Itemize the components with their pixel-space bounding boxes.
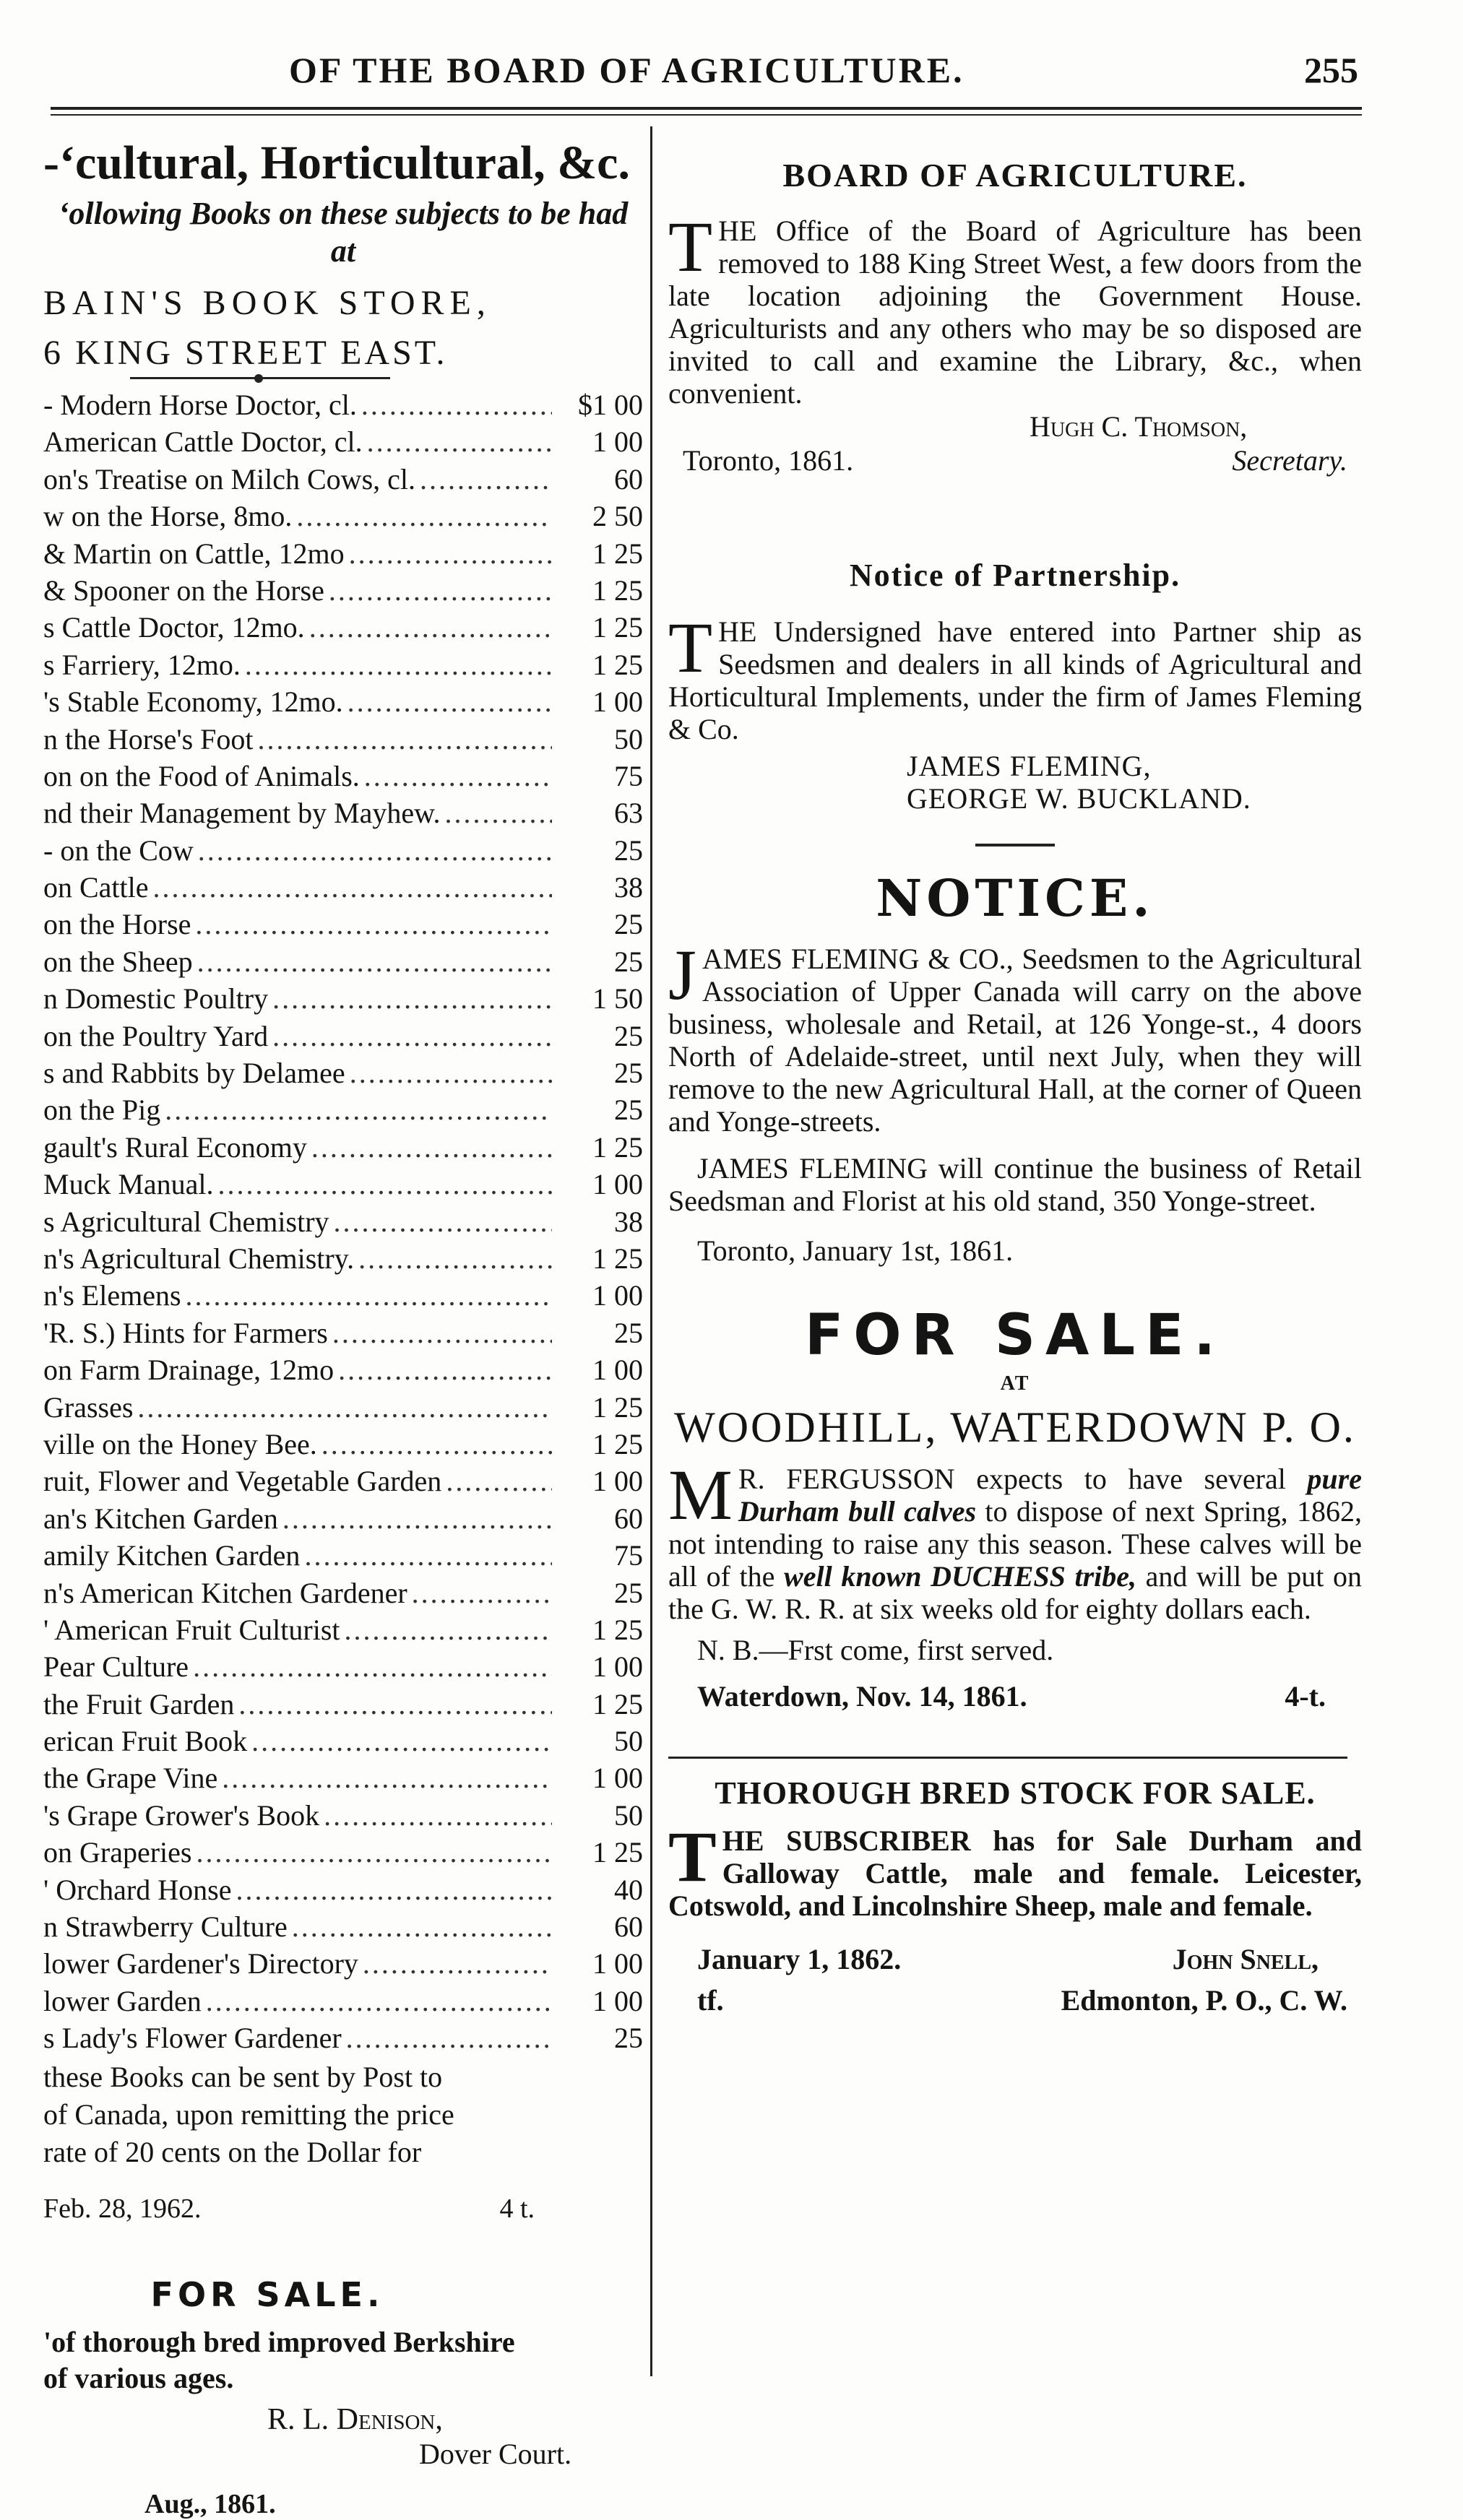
thoroughbred-text: HE SUBSCRIBER has for Sale Durham and Galloway Cattle, male and female. Leicester, Cotswold, and Lincolnshire Sheep, male and female. xyxy=(668,1824,1362,1922)
leader-dots xyxy=(334,1205,552,1239)
forsale-text-a: R. FERGUSSON expects to have several xyxy=(738,1463,1308,1495)
board-text: HE Office of the Board of Agriculture has been removed to 188 King Street West, a few doors from the late location adjoining the Government House. Agriculturists and any others who may be so disposed are invited to call and examine the Library, &c., when convenient. xyxy=(668,215,1362,410)
book-price: 1 00 xyxy=(592,1762,643,1795)
book-row xyxy=(43,1427,643,1464)
thoroughbred-date: January 1, 1862. xyxy=(697,1943,902,1975)
book-title: an's Kitchen Garden xyxy=(43,1502,278,1535)
thoroughbred-suffix: tf. xyxy=(697,1984,724,2017)
thoroughbred-dropcap: T xyxy=(668,1817,717,1897)
running-head-title: OF THE BOARD OF AGRICULTURE. xyxy=(289,50,964,90)
book-ad-date-suffix: 4 t. xyxy=(499,2193,535,2224)
notice-text: AMES FLEMING & CO., Seedsmen to the Agricultural Association of Upper Canada will carry on the above business, wholesale and Retail, at 126 Yonge-st., 4 doors North of Adelaide-street, until next July, when they will remove to the new Agricultural Hall, at the corner of Queen and Yonge-streets. xyxy=(668,943,1362,1138)
book-row xyxy=(43,1910,643,1947)
book-row xyxy=(43,425,643,462)
leader-dots xyxy=(412,1576,552,1610)
book-row xyxy=(43,796,643,833)
book-price: 2 50 xyxy=(592,500,643,533)
book-row xyxy=(43,1650,643,1687)
book-title: - Modern Horse Doctor, cl. xyxy=(43,389,357,421)
forsale-text-b: pure Durham bull calves xyxy=(738,1463,1362,1528)
book-title: & Martin on Cattle, 12mo xyxy=(43,537,345,570)
leader-dots xyxy=(272,1019,552,1053)
forsale-at: AT xyxy=(1000,1372,1030,1395)
book-row xyxy=(43,1873,643,1910)
store-address: 6 KING STREET EAST. xyxy=(43,334,448,372)
book-title: ' Orchard Honse xyxy=(43,1873,232,1906)
thoroughbred-place: Edmonton, P. O., C. W. xyxy=(1061,1984,1347,2017)
book-row xyxy=(43,1947,643,1983)
board-role: Secretary. xyxy=(1232,444,1347,477)
book-title: ville on the Honey Bee. xyxy=(43,1427,317,1460)
partnership-text: HE Undersigned have entered into Partner ship as Seedsmen and dealers in all kinds of Agricultural and Horticultural Implements, under the firm of James Fleming & Co. xyxy=(668,615,1362,745)
leader-dots xyxy=(292,1910,552,1944)
book-title: - on the Cow xyxy=(43,833,194,867)
book-title: on the Horse xyxy=(43,908,191,941)
book-title: on the Pig xyxy=(43,1094,161,1127)
book-row xyxy=(43,648,643,685)
book-row xyxy=(43,388,643,425)
book-row xyxy=(43,1613,643,1650)
book-price: 1 25 xyxy=(592,1613,643,1646)
board-place-row xyxy=(668,443,1362,477)
leader-dots xyxy=(338,1353,552,1387)
book-title: the Fruit Garden xyxy=(43,1687,235,1720)
book-row xyxy=(43,1205,643,1242)
book-row xyxy=(43,2021,643,2058)
book-ad-subheading: ‘ollowing Books on these subjects to be had at xyxy=(58,196,629,269)
note-line: rate of 20 cents on the Dollar for xyxy=(43,2135,422,2168)
leader-dots xyxy=(222,1761,552,1795)
book-row xyxy=(43,1576,643,1613)
book-price: 50 xyxy=(614,722,643,755)
forsale-date: Waterdown, Nov. 14, 1861. xyxy=(697,1680,1027,1713)
notice-body-2: JAMES FLEMING will continue the business of Retail Seedsman and Florist at his old stand, 350 Yonge-street. xyxy=(668,1152,1362,1217)
book-title: nd their Management by Mayhew. xyxy=(43,797,441,830)
book-title: s Cattle Doctor, 12mo. xyxy=(43,611,305,644)
forsale-nb: N. B.—Frst come, first served. xyxy=(697,1634,1054,1666)
leader-dots xyxy=(358,1242,552,1276)
book-row xyxy=(43,573,643,610)
book-row xyxy=(43,685,643,722)
book-title: erican Fruit Book xyxy=(43,1725,248,1758)
leader-dots xyxy=(218,1167,552,1201)
book-title: s Lady's Flower Gardener xyxy=(43,2022,342,2055)
book-price: 75 xyxy=(614,1539,643,1572)
book-price: 25 xyxy=(614,945,643,978)
book-row xyxy=(43,945,643,982)
book-list xyxy=(43,388,643,2058)
book-row xyxy=(43,1538,643,1575)
book-title: on the Poultry Yard xyxy=(43,1019,269,1052)
header-rule-thin xyxy=(51,114,1362,116)
book-row xyxy=(43,462,643,499)
leader-dots xyxy=(350,1056,552,1090)
leader-dots xyxy=(238,1687,552,1721)
book-row xyxy=(43,1130,643,1167)
book-row xyxy=(43,1724,643,1761)
book-row xyxy=(43,870,643,907)
berkshire-line: of various ages. xyxy=(43,2361,234,2394)
berkshire-forsale-heading: FOR SALE. xyxy=(150,2274,384,2314)
partnership-body xyxy=(668,607,1362,745)
forsale-suffix: 4-t. xyxy=(1285,1680,1326,1713)
forsale-dropcap: M xyxy=(668,1455,733,1535)
leader-dots xyxy=(348,685,552,719)
book-price: 25 xyxy=(614,1576,643,1609)
book-row xyxy=(43,1278,643,1315)
book-title: n Domestic Poultry xyxy=(43,982,269,1016)
notice-date: Toronto, January 1st, 1861. xyxy=(697,1234,1014,1267)
book-title: on Graperies xyxy=(43,1836,192,1869)
book-price: 40 xyxy=(614,1873,643,1906)
leader-dots xyxy=(324,1798,552,1832)
leader-dots xyxy=(245,648,552,682)
book-title: amily Kitchen Garden xyxy=(43,1539,301,1572)
board-heading: BOARD OF AGRICULTURE. xyxy=(782,157,1248,194)
book-price: 1 00 xyxy=(592,1279,643,1312)
notice-heading: NOTICE. xyxy=(876,868,1155,928)
board-dropcap: T xyxy=(668,207,713,287)
section-separator-rule xyxy=(668,1757,1347,1759)
section-separator xyxy=(975,844,1055,847)
book-price: 1 00 xyxy=(592,1947,643,1980)
leader-dots xyxy=(321,1427,552,1461)
book-title: lower Gardener's Directory xyxy=(43,1947,358,1980)
board-place: Toronto, 1861. xyxy=(683,444,854,477)
book-ad-heading: -‘cultural, Horticultural, &c. xyxy=(43,137,630,189)
book-title: on's Treatise on Milch Cows, cl. xyxy=(43,462,415,495)
leader-dots xyxy=(236,1873,552,1907)
leader-dots xyxy=(332,1316,552,1350)
leader-dots xyxy=(420,462,552,496)
berkshire-place: Dover Court. xyxy=(419,2437,572,2470)
leader-dots xyxy=(137,1390,552,1424)
leader-dots xyxy=(186,1278,552,1312)
book-title: 'R. S.) Hints for Farmers xyxy=(43,1316,328,1349)
book-title: s Farriery, 12mo. xyxy=(43,648,241,681)
leader-dots xyxy=(193,1650,552,1684)
book-title: American Cattle Doctor, cl. xyxy=(43,425,363,459)
leader-dots xyxy=(251,1724,552,1758)
book-price: 1 25 xyxy=(592,1390,643,1424)
leader-dots xyxy=(444,796,552,830)
leader-dots xyxy=(363,1947,552,1980)
book-title: on Cattle xyxy=(43,871,149,904)
board-body xyxy=(668,207,1362,410)
book-price: 60 xyxy=(614,1910,643,1944)
book-price: 1 00 xyxy=(592,685,643,719)
book-title: on the Sheep xyxy=(43,945,193,978)
book-price: 1 25 xyxy=(592,648,643,681)
book-title: 's Grape Grower's Book xyxy=(43,1798,320,1832)
book-price: 60 xyxy=(614,1502,643,1535)
book-title: lower Garden xyxy=(43,1984,202,2017)
book-price: 1 00 xyxy=(592,1984,643,2017)
book-price: 25 xyxy=(614,908,643,941)
note-line: of Canada, upon remitting the price xyxy=(43,2097,454,2131)
leader-dots xyxy=(346,2021,552,2055)
book-row xyxy=(43,1019,643,1056)
book-title: ruit, Flower and Vegetable Garden xyxy=(43,1465,442,1498)
leader-dots xyxy=(345,1613,552,1647)
leader-dots xyxy=(206,1984,552,2018)
partnership-name-1: JAMES FLEMING, xyxy=(907,750,1152,782)
book-row xyxy=(43,1316,643,1353)
book-price: 25 xyxy=(614,833,643,867)
book-title: Muck Manual. xyxy=(43,1168,214,1201)
book-row xyxy=(43,1502,643,1538)
leader-dots xyxy=(364,759,552,793)
book-price: 1 00 xyxy=(592,425,643,459)
book-price: 1 00 xyxy=(592,1168,643,1201)
book-row xyxy=(43,722,643,759)
book-price: 1 25 xyxy=(592,537,643,570)
leader-dots xyxy=(282,1502,552,1536)
book-price: 25 xyxy=(614,1019,643,1052)
book-price: 25 xyxy=(614,1316,643,1349)
forsale-date-row xyxy=(668,1679,1362,1713)
forsale-heading: FOR SALE. xyxy=(805,1303,1225,1368)
book-row xyxy=(43,982,643,1018)
leader-dots xyxy=(196,1835,552,1869)
book-title: 's Stable Economy, 12mo. xyxy=(43,685,343,719)
thoroughbred-signer: John Snell, xyxy=(1172,1943,1319,1975)
partnership-heading: Notice of Partnership. xyxy=(849,558,1181,593)
leader-dots xyxy=(197,945,552,979)
berkshire-date: Aug., 1861. xyxy=(144,2488,276,2519)
book-price: 1 25 xyxy=(592,1687,643,1720)
leader-dots xyxy=(198,833,552,867)
forsale-text-c: to dispose of next Spring, 1862, not intending to raise any this season. These calves will be all of the xyxy=(668,1495,1362,1593)
leader-dots xyxy=(272,982,552,1016)
forsale-text-d: well known DUCHESS tribe, xyxy=(784,1560,1137,1593)
book-title: Grasses xyxy=(43,1390,134,1424)
book-title: w on the Horse, 8mo. xyxy=(43,500,293,533)
book-price: 25 xyxy=(614,1094,643,1127)
book-title: n's Elemens xyxy=(43,1279,181,1312)
running-head xyxy=(101,43,1373,108)
book-price: 1 00 xyxy=(592,1465,643,1498)
book-row xyxy=(43,833,643,870)
book-price: 1 25 xyxy=(592,611,643,644)
page-number: 255 xyxy=(1304,50,1358,90)
leader-dots xyxy=(296,499,552,533)
book-price: 1 25 xyxy=(592,1130,643,1164)
leader-dots xyxy=(309,610,552,644)
leader-dots xyxy=(165,1093,552,1127)
book-price: 25 xyxy=(614,1057,643,1090)
book-row xyxy=(43,1093,643,1130)
book-row xyxy=(43,1761,643,1798)
book-title: the Grape Vine xyxy=(43,1762,218,1795)
book-row xyxy=(43,1687,643,1724)
board-signer-row xyxy=(668,410,1362,443)
thoroughbred-heading: THOROUGH BRED STOCK FOR SALE. xyxy=(715,1775,1316,1811)
right-column xyxy=(668,130,1362,2383)
book-title: ' American Fruit Culturist xyxy=(43,1613,340,1646)
notice-body xyxy=(668,935,1362,1138)
note-line: these Books can be sent by Post to xyxy=(43,2060,443,2093)
book-price: 63 xyxy=(614,797,643,830)
leader-dots xyxy=(311,1130,552,1164)
leader-dots xyxy=(153,870,552,904)
book-title: n the Horse's Foot xyxy=(43,722,254,755)
book-title: on on the Food of Animals. xyxy=(43,759,360,792)
book-row xyxy=(43,610,643,647)
book-row xyxy=(43,759,643,796)
header-rule xyxy=(51,107,1362,110)
book-row xyxy=(43,537,643,573)
store-name: BAIN'S BOOK STORE, xyxy=(43,284,491,322)
book-price: 1 25 xyxy=(592,1242,643,1275)
thoroughbred-date-row xyxy=(668,1942,1362,1976)
book-price: 1 25 xyxy=(592,573,643,607)
book-price: 38 xyxy=(614,871,643,904)
book-row xyxy=(43,1056,643,1093)
forsale-text-e: and will be put on the G. W. R. R. at six weeks old for eighty dollars each. xyxy=(668,1560,1362,1625)
forsale-body xyxy=(668,1455,1362,1625)
book-price: 25 xyxy=(614,2022,643,2055)
book-ad-note xyxy=(43,2058,643,2171)
book-title: s and Rabbits by Delamee xyxy=(43,1057,345,1090)
book-price: 1 25 xyxy=(592,1427,643,1460)
book-title: & Spooner on the Horse xyxy=(43,573,324,607)
book-row xyxy=(43,1835,643,1872)
berkshire-text xyxy=(43,2324,643,2396)
book-title: Pear Culture xyxy=(43,1650,189,1684)
berkshire-signer: R. L. Denison, xyxy=(267,2402,443,2436)
book-price: $1 00 xyxy=(578,389,643,421)
leader-dots xyxy=(329,573,552,607)
book-row xyxy=(43,1798,643,1835)
leader-dots xyxy=(361,388,552,422)
leader-dots xyxy=(304,1538,552,1572)
book-price: 60 xyxy=(614,462,643,495)
board-signer: Hugh C. Thomson, xyxy=(1030,410,1248,443)
book-row xyxy=(43,1167,643,1204)
book-price: 1 00 xyxy=(592,1650,643,1684)
ornament-rule xyxy=(130,377,390,384)
book-title: n's American Kitchen Gardener xyxy=(43,1576,407,1609)
book-ad-date: Feb. 28, 1962. xyxy=(43,2193,202,2224)
book-title: n's Agricultural Chemistry. xyxy=(43,1242,355,1275)
left-column xyxy=(43,130,643,2519)
book-price: 1 00 xyxy=(592,1354,643,1387)
book-price: 75 xyxy=(614,759,643,792)
book-price: 50 xyxy=(614,1725,643,1758)
leader-dots xyxy=(195,907,552,941)
leader-dots xyxy=(349,537,552,571)
book-row xyxy=(43,1464,643,1501)
leader-dots xyxy=(258,722,552,756)
book-price: 50 xyxy=(614,1798,643,1832)
notice-dropcap: J xyxy=(668,935,696,1015)
partnership-dropcap: T xyxy=(668,607,713,688)
book-row xyxy=(43,1390,643,1427)
book-row xyxy=(43,1353,643,1390)
berkshire-line: 'of thorough bred improved Berkshire xyxy=(43,2325,515,2358)
book-title: s Agricultural Chemistry xyxy=(43,1205,329,1238)
book-price: 38 xyxy=(614,1205,643,1238)
leader-dots xyxy=(367,425,552,459)
forsale-place: WOODHILL, WATERDOWN P. O. xyxy=(674,1403,1356,1451)
book-row xyxy=(43,1242,643,1278)
thoroughbred-place-row xyxy=(668,1983,1362,2017)
leader-dots xyxy=(446,1464,552,1498)
book-ad-date-row xyxy=(43,2193,535,2225)
thoroughbred-body xyxy=(668,1817,1362,1922)
book-title: gault's Rural Economy xyxy=(43,1130,307,1164)
book-price: 1 25 xyxy=(592,1836,643,1869)
book-title: n Strawberry Culture xyxy=(43,1910,288,1944)
book-row xyxy=(43,499,643,536)
book-title: on Farm Drainage, 12mo xyxy=(43,1354,335,1387)
book-price: 1 50 xyxy=(592,982,643,1016)
book-row xyxy=(43,907,643,944)
book-row xyxy=(43,1984,643,2021)
partnership-name-2: GEORGE W. BUCKLAND. xyxy=(907,782,1251,815)
column-divider xyxy=(650,126,652,2376)
